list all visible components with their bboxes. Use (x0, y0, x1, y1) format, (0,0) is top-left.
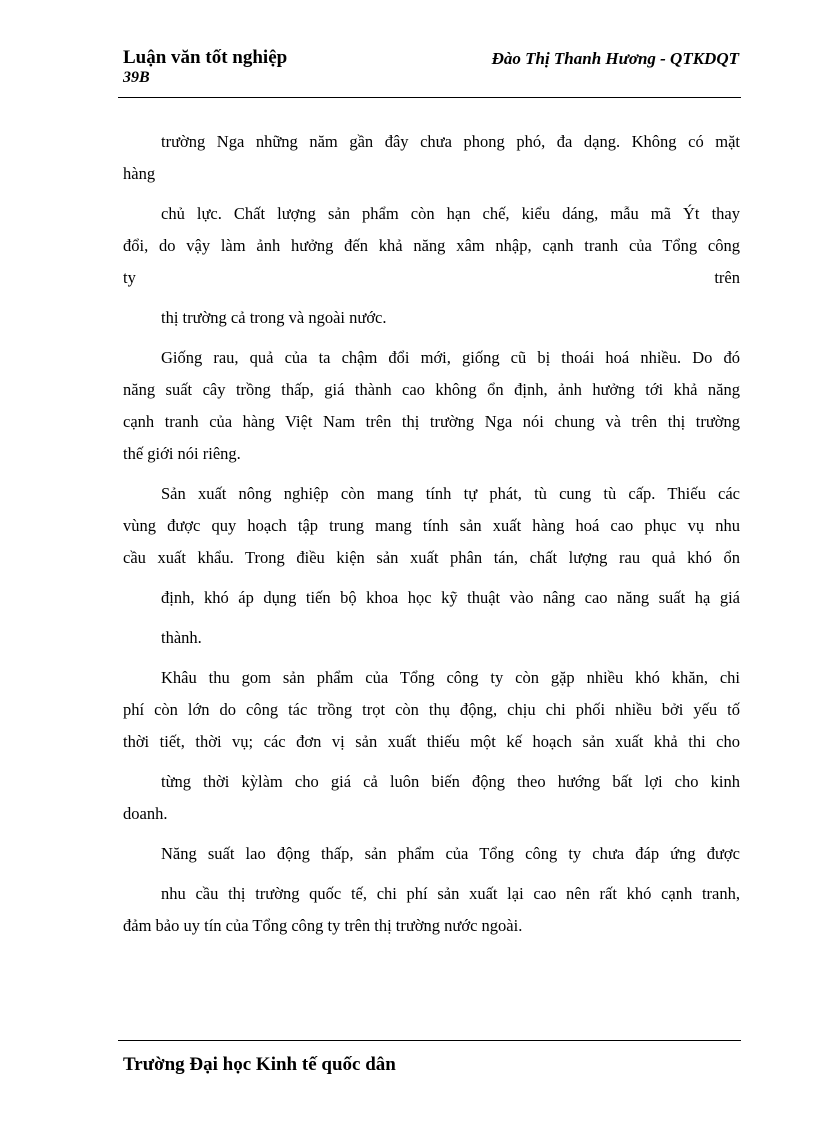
class-code: 39B (123, 69, 150, 86)
text-line: thành. (161, 628, 202, 647)
text-line: năng suất cây trồng thấp, giá thành cao không ổn định, ảnh hưởng tới khả năng (123, 380, 740, 399)
header-divider (118, 97, 741, 98)
text-line: Năng suất lao động thấp, sản phẩm của Tổng công ty chưa đáp ứng được (161, 844, 740, 863)
header-left (123, 47, 287, 87)
text-line: Sản xuất nông nghiệp còn mang tính tự phát, tù cung tù cấp. Thiếu các (161, 484, 740, 503)
text-line: từng thời kỳlàm cho giá cả luôn biến động theo hướng bất lợi cho kinh (161, 772, 740, 791)
text-line: Khâu thu gom sản phẩm của Tổng công ty còn gặp nhiều khó khăn, chi (161, 668, 740, 687)
text-line-split (123, 262, 740, 294)
institution-name: Trường Đại học Kinh tế quốc dân (123, 1054, 396, 1075)
text-line: cầu xuất khẩu. Trong điều kiện sản xuất phân tán, chất lượng rau quả khó ổn (123, 548, 740, 567)
text-line: thời tiết, thời vụ; các đơn vị sản xuất thiếu một kế hoạch sản xuất khả thi cho (123, 732, 740, 751)
author-name: Đào Thị Thanh Hương - QTKDQT (491, 49, 739, 68)
text-line: đảm bảo uy tín của Tổng công ty trên thị trường nước ngoài. (123, 916, 523, 935)
body-text (123, 126, 740, 942)
text-line: phí còn lớn do công tác trồng trọt còn thụ động, chịu chi phối nhiều bởi yếu tố (123, 700, 740, 719)
text-line: vùng được quy hoạch tập trung mang tính sản xuất hàng hoá cao phục vụ nhu (123, 516, 740, 535)
text-line: Giống rau, quả của ta chậm đổi mới, giống cũ bị thoái hoá nhiều. Do đó (161, 348, 740, 367)
text-line: chủ lực. Chất lượng sản phẩm còn hạn chế, kiểu dáng, mẫu mã Ýt thay (161, 204, 740, 223)
text-line: trường Nga những năm gần đây chưa phong phó, đa dạng. Không có mặt (161, 132, 740, 151)
text-fragment: trên (714, 268, 740, 287)
text-line: thế giới nói riêng. (123, 444, 241, 463)
text-line: nhu cầu thị trường quốc tế, chi phí sản xuất lại cao nên rất khó cạnh tranh, (161, 884, 740, 903)
text-fragment: ty (123, 268, 136, 287)
text-line: đổi, do vậy làm ảnh hưởng đến khả năng xâm nhập, cạnh tranh của Tổng công (123, 236, 740, 255)
footer-divider (118, 1040, 741, 1041)
text-line: thị trường cả trong và ngoài nước. (161, 308, 387, 327)
text-line: cạnh tranh của hàng Việt Nam trên thị trường Nga nói chung và trên thị trường (123, 412, 740, 431)
text-line: định, khó áp dụng tiến bộ khoa học kỹ thuật vào nâng cao năng suất hạ giá (161, 588, 740, 607)
text-line: doanh. (123, 804, 168, 823)
thesis-title: Luận văn tốt nghiệp (123, 47, 288, 68)
text-line: hàng (123, 164, 156, 183)
